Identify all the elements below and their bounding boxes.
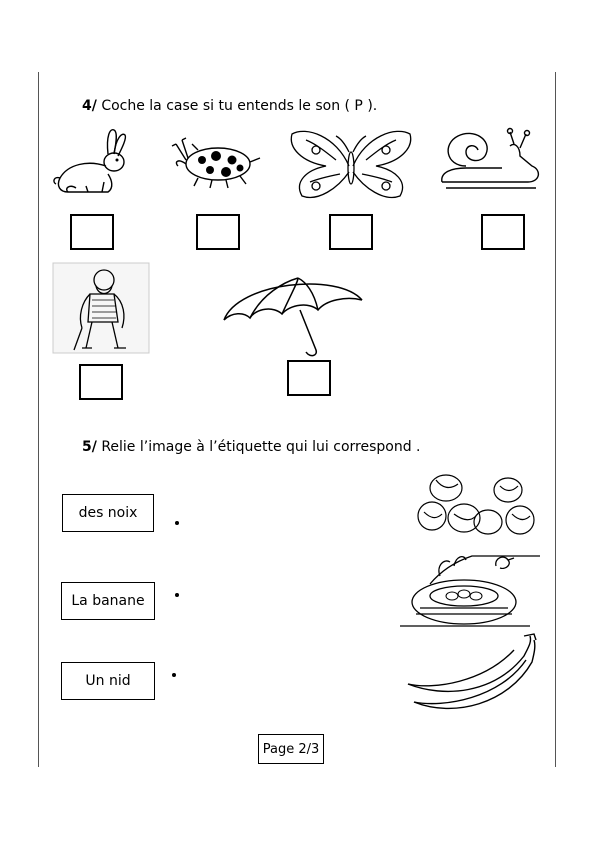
- question-5-number: 5/: [82, 439, 97, 455]
- rabbit-icon: [48, 126, 130, 198]
- connect-dot-2[interactable]: [175, 593, 179, 597]
- bananas-icon: [404, 632, 540, 714]
- checkbox-umbrella[interactable]: [287, 360, 331, 396]
- checkbox-old-man[interactable]: [79, 364, 123, 400]
- connect-dot-3[interactable]: [172, 673, 176, 677]
- question-4-text: Coche la case si tu entends le son ( P ).: [101, 98, 378, 114]
- question-5-title: [82, 439, 420, 455]
- label-la-banane-text: La banane: [71, 593, 145, 609]
- ladybug-icon: [168, 134, 266, 190]
- label-des-noix[interactable]: [62, 494, 154, 532]
- butterfly-icon: [286, 126, 416, 204]
- page-number-box: [258, 734, 324, 764]
- right-margin-line: [555, 72, 556, 767]
- nest-icon: [400, 548, 540, 632]
- old-man-icon: [52, 262, 150, 354]
- label-un-nid-text: Un nid: [85, 673, 131, 689]
- question-5-text: Relie l’image à l’étiquette qui lui correspond .: [101, 439, 421, 455]
- label-un-nid[interactable]: [61, 662, 155, 700]
- snail-icon: [436, 126, 546, 192]
- label-des-noix-text: des noix: [78, 505, 138, 521]
- umbrella-icon: [218, 270, 368, 358]
- connect-dot-1[interactable]: [175, 521, 179, 525]
- page-number: Page 2/3: [262, 741, 320, 757]
- question-4-number: 4/: [82, 98, 97, 114]
- checkbox-snail[interactable]: [481, 214, 525, 250]
- checkbox-ladybug[interactable]: [196, 214, 240, 250]
- checkbox-butterfly[interactable]: [329, 214, 373, 250]
- walnuts-icon: [414, 470, 540, 538]
- checkbox-rabbit[interactable]: [70, 214, 114, 250]
- question-4-title: [82, 98, 377, 114]
- left-margin-line: [38, 72, 39, 767]
- label-la-banane[interactable]: [61, 582, 155, 620]
